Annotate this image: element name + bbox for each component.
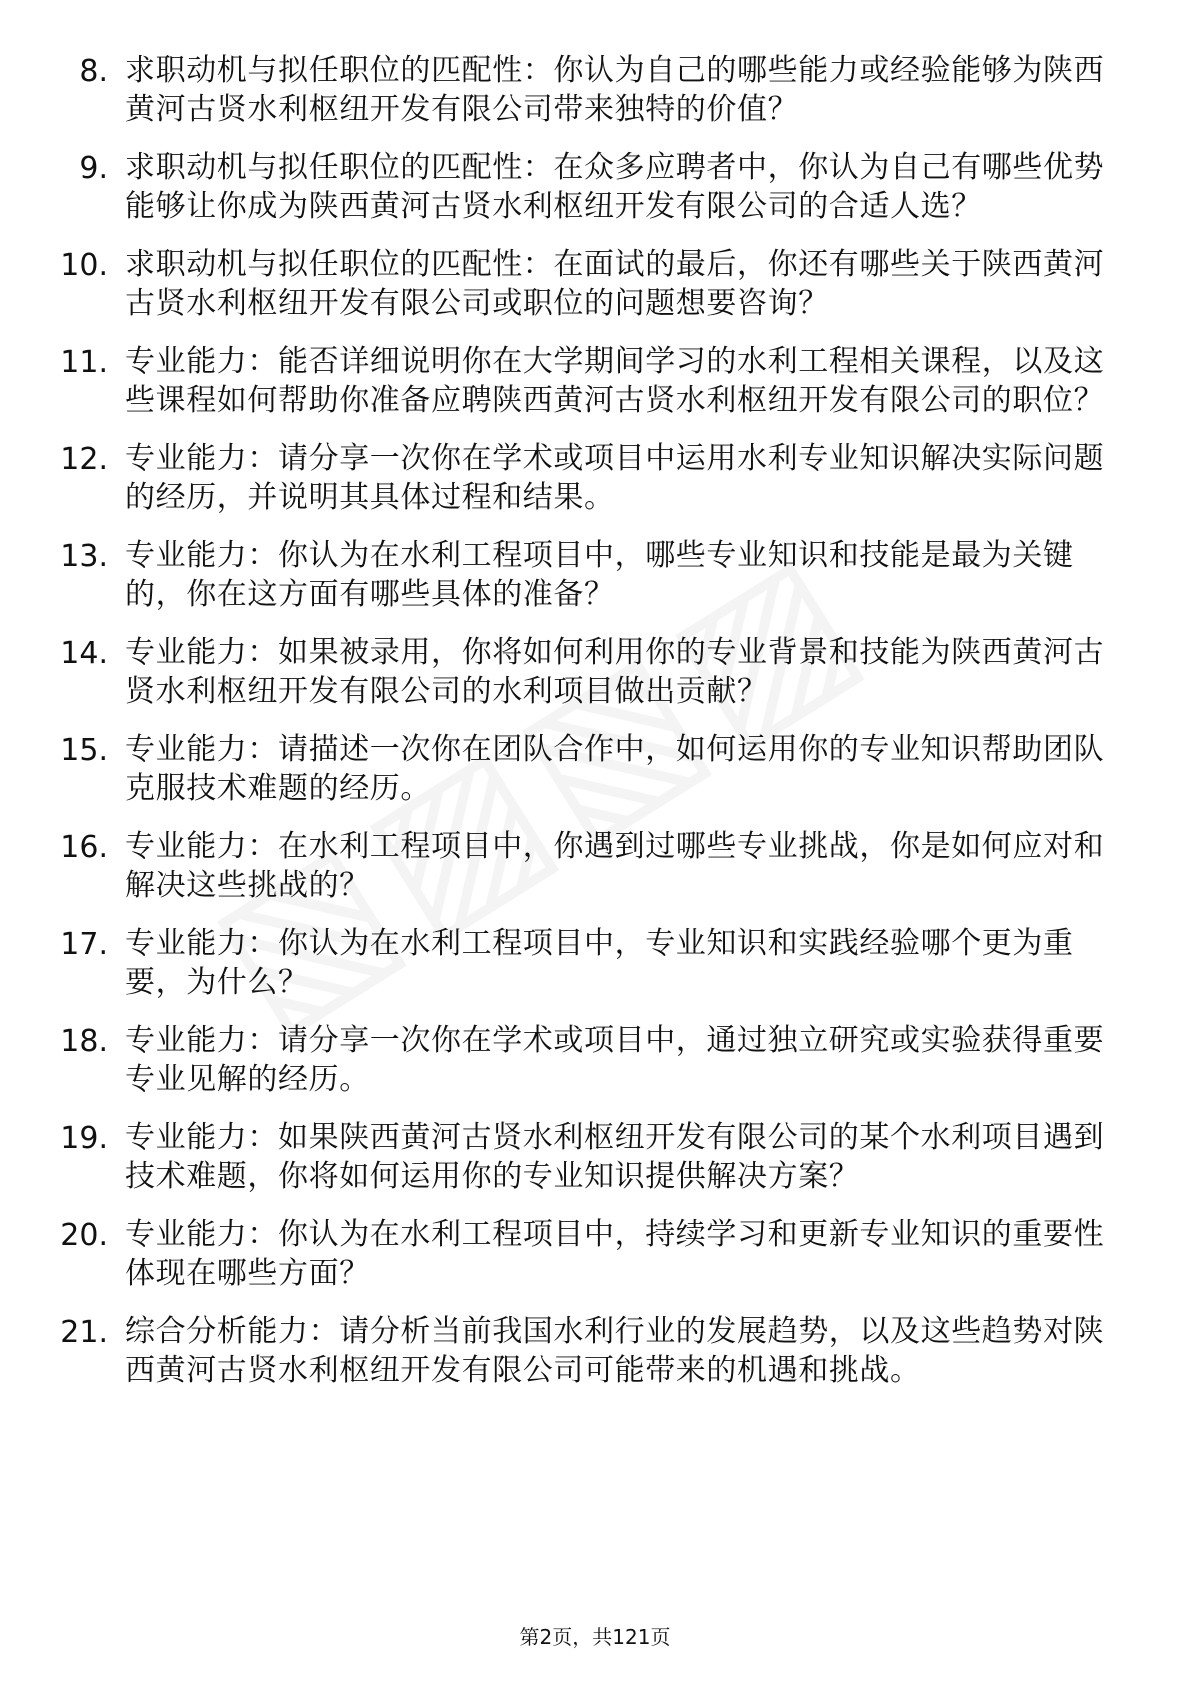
question-text: 专业能力：你认为在水利工程项目中，哪些专业知识和技能是最为关键的，你在这方面有哪些具体的准备？ <box>125 538 1074 612</box>
question-text: 专业能力：你认为在水利工程项目中，专业知识和实践经验哪个更为重要，为什么？ <box>125 926 1074 1000</box>
question-text: 专业能力：在水利工程项目中，你遇到过哪些专业挑战，你是如何应对和解决这些挑战的？ <box>125 829 1105 903</box>
question-text: 专业能力：你认为在水利工程项目中，持续学习和更新专业知识的重要性体现在哪些方面？ <box>125 1217 1105 1291</box>
question-number: 21. <box>60 1315 108 1350</box>
question-text: 综合分析能力：请分析当前我国水利行业的发展趋势，以及这些趋势对陕西黄河古贤水利枢纽开发有限公司可能带来的机遇和挑战。 <box>125 1314 1105 1388</box>
question-number: 16. <box>60 830 108 865</box>
question-item <box>0 52 1190 129</box>
question-number: 9. <box>79 151 108 186</box>
question-text: 求职动机与拟任职位的匹配性：在面试的最后，你还有哪些关于陕西黄河古贤水利枢纽开发有限公司或职位的问题想要咨询？ <box>125 247 1105 321</box>
question-text: 专业能力：请分享一次你在学术或项目中运用水利专业知识解决实际问题的经历，并说明其具体过程和结果。 <box>125 441 1105 515</box>
question-number: 17. <box>60 927 108 962</box>
question-number: 14. <box>60 636 108 671</box>
question-number: 15. <box>60 733 108 768</box>
question-text: 求职动机与拟任职位的匹配性：你认为自己的哪些能力或经验能够为陕西黄河古贤水利枢纽开发有限公司带来独特的价值？ <box>125 53 1105 127</box>
question-item <box>0 246 1190 323</box>
question-item <box>0 1313 1190 1390</box>
question-number: 18. <box>60 1024 108 1059</box>
question-text: 求职动机与拟任职位的匹配性：在众多应聘者中，你认为自己有哪些优势能够让你成为陕西黄河古贤水利枢纽开发有限公司的合适人选？ <box>125 150 1105 224</box>
question-item <box>0 537 1190 614</box>
question-text: 专业能力：如果陕西黄河古贤水利枢纽开发有限公司的某个水利项目遇到技术难题，你将如何运用你的专业知识提供解决方案？ <box>125 1120 1105 1194</box>
question-number: 20. <box>60 1218 108 1253</box>
question-number: 10. <box>60 248 108 283</box>
page-footer: 第2页，共121页 <box>519 1625 671 1649</box>
question-number: 11. <box>60 345 108 380</box>
question-number: 12. <box>60 442 108 477</box>
question-item <box>0 925 1190 1002</box>
question-item <box>0 149 1190 226</box>
question-text: 专业能力：请描述一次你在团队合作中，如何运用你的专业知识帮助团队克服技术难题的经历。 <box>125 732 1105 806</box>
question-item <box>0 343 1190 420</box>
question-item <box>0 828 1190 905</box>
question-list <box>0 52 1190 1410</box>
question-item <box>0 1022 1190 1099</box>
question-number: 19. <box>60 1121 108 1156</box>
question-item <box>0 440 1190 517</box>
question-item <box>0 1119 1190 1196</box>
question-number: 13. <box>60 539 108 574</box>
question-item <box>0 731 1190 808</box>
question-item <box>0 634 1190 711</box>
question-item <box>0 1216 1190 1293</box>
question-number: 8. <box>79 54 108 89</box>
question-text: 专业能力：请分享一次你在学术或项目中，通过独立研究或实验获得重要专业见解的经历。 <box>125 1023 1105 1097</box>
question-text: 专业能力：能否详细说明你在大学期间学习的水利工程相关课程，以及这些课程如何帮助你准备应聘陕西黄河古贤水利枢纽开发有限公司的职位？ <box>125 344 1105 418</box>
question-text: 专业能力：如果被录用，你将如何利用你的专业背景和技能为陕西黄河古贤水利枢纽开发有限公司的水利项目做出贡献？ <box>125 635 1105 709</box>
